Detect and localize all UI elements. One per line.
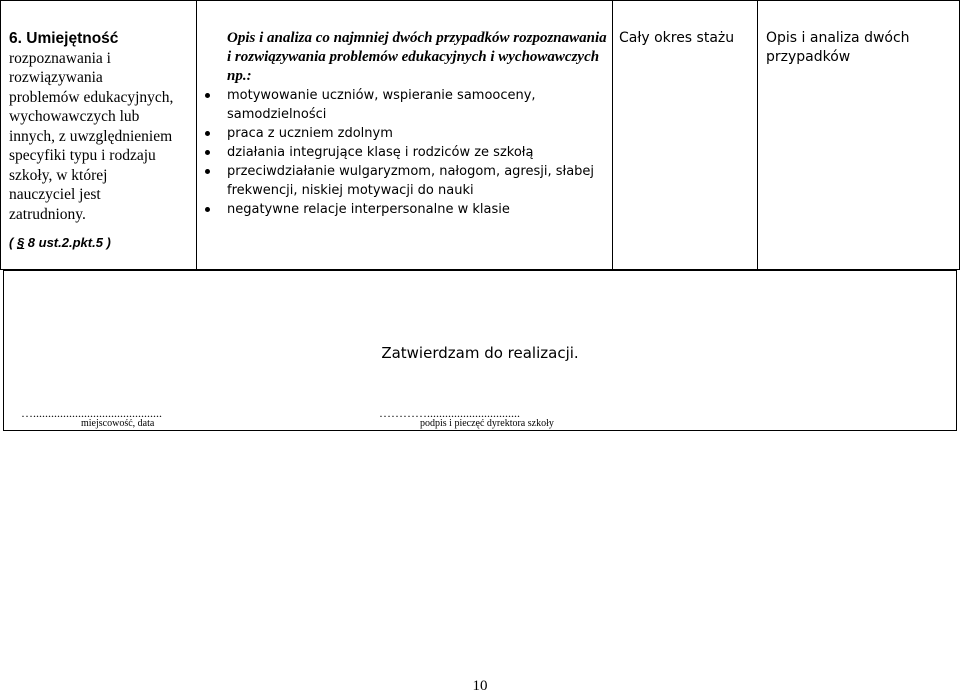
- bullet-icon: [205, 169, 210, 174]
- list-item-text: przeciwdziałanie wulgaryzmom, nałogom, agresji, słabej frekwencji, niskiej motywacji do nauki: [227, 164, 595, 198]
- competency-number: 6.: [9, 30, 22, 47]
- competency-line-6: specyfiki typu i rodzaju: [9, 147, 156, 164]
- competency-text: [9, 29, 196, 224]
- bullet-icon: [205, 207, 210, 212]
- evidence-text: Opis i analiza dwóch przypadków: [766, 30, 910, 65]
- list-item-text: praca z uczniem zdolnym: [227, 126, 393, 141]
- tasks-heading-text: Opis i analiza co najmniej dwóch przypadków rozpoznawania i rozwiązywania problemów edukacyjnych i wychowawczych: [227, 30, 607, 65]
- competency-line-4: wychowawczych lub: [9, 108, 140, 125]
- list-item: [205, 86, 612, 124]
- list-item-text: motywowanie uczniów, wspieranie samooceny, samodzielności: [227, 88, 536, 122]
- tasks-list: [227, 86, 612, 219]
- competency-line-2: rozwiązywania: [9, 69, 103, 86]
- list-item: [205, 200, 612, 219]
- list-item-text: negatywne relacje interpersonalne w klasie: [227, 202, 510, 217]
- competency-line-1: rozpoznawania i: [9, 49, 111, 67]
- competency-line-3: problemów edukacyjnych,: [9, 88, 174, 106]
- signature-label: podpis i pieczęć dyrektora szkoły: [420, 418, 554, 429]
- ref-open: (: [9, 235, 17, 250]
- tasks-heading-tail: np.:: [227, 68, 252, 84]
- section-sign: §: [16, 235, 25, 250]
- competency-line-5: innych, z uwzględnieniem: [9, 127, 173, 145]
- list-item: [205, 143, 612, 162]
- bullet-icon: [205, 93, 210, 98]
- tasks-cell: [196, 0, 612, 270]
- term-text: Cały okres stażu: [619, 30, 735, 46]
- place-date-label: miejscowość, data: [81, 418, 155, 429]
- date-dotted-line: …...........................................: [21, 406, 162, 420]
- ref-rest: 8 ust.2.pkt.5 ): [24, 235, 111, 250]
- competency-cell: [0, 0, 196, 270]
- tasks-heading: [227, 29, 612, 86]
- list-item: [205, 124, 612, 143]
- list-item-text: działania integrujące klasę i rodziców ze szkołą: [227, 145, 534, 160]
- bullet-icon: [205, 131, 210, 136]
- approval-box: [3, 270, 957, 431]
- bullet-icon: [205, 150, 210, 155]
- term-cell: [612, 0, 757, 270]
- signature-dotted-line: …………...............................: [379, 406, 520, 420]
- evidence-cell: [757, 0, 960, 270]
- page-number: 10: [472, 678, 488, 694]
- approval-text: Zatwierdzam do realizacji.: [381, 344, 579, 362]
- competency-line-7: szkoły, w której: [9, 166, 108, 184]
- legal-reference: [9, 235, 111, 250]
- competency-line-8: nauczyciel jest: [9, 186, 101, 203]
- competency-line-0: Umiejętność: [21, 30, 119, 47]
- competency-line-9: zatrudniony.: [9, 205, 86, 223]
- list-item: [205, 162, 612, 200]
